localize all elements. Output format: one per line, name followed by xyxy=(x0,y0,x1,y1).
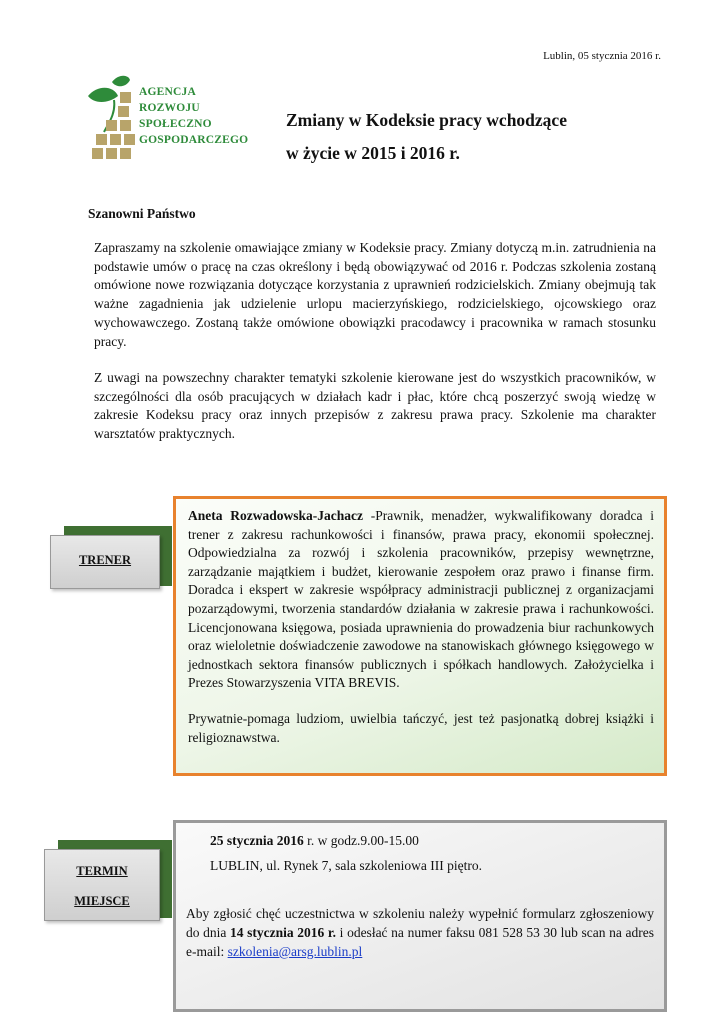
trainer-bio-text: -Prawnik, menadżer, wykwalifikowany doradca i trener z zakresu rachunkowości i finansów, prawa pracy, ekonomii społecznej. Odpowiedzialna za rozwój i szkolenia pracowników, przepisy wewnętrzne, zarządzanie majątkiem i budżet, kierowanie zespołem oraz prawo i finanse firm. Doradca i ekspert w zakresie współpracy administracji publicznej z organizacjami pozarządowymi, tworzenia standardów działania w zakresie prawa i rachunkowości. Licencjonowana księgowa, posiada uprawnienia do prowadzenia biur rachunkowych oraz wieloletnie doświadczenie zawodowe na stanowiskach głównego księgowego w jednostkach sektora finansów publicznych i spółkach handlowych. Założycielka i Prezes Stowarzyszenia VITA BREVIS. xyxy=(188,508,654,691)
logo-text xyxy=(139,84,248,148)
registration-deadline: 14 stycznia 2016 r. xyxy=(230,925,337,940)
term-tag-label: TERMIN xyxy=(76,864,128,878)
trainer-bio xyxy=(188,507,654,693)
event-date xyxy=(210,831,419,850)
registration-text-1: Aby zgłosić chęć uczestnictwa w szkoleniu należy wypełnić formularz zgłoszeniowy do dnia xyxy=(186,906,654,940)
logo-line: AGENCJA xyxy=(139,86,196,98)
term-place-tag xyxy=(44,840,174,922)
event-date-rest: r. w godz.9.00-15.00 xyxy=(303,833,419,848)
logo-line: SPOŁECZNO xyxy=(139,118,212,130)
place-tag-label: MIEJSCE xyxy=(74,894,130,908)
logo-line: GOSPODARCZEGO xyxy=(139,134,249,146)
document-date: Lublin, 05 stycznia 2016 r. xyxy=(543,50,661,62)
agency-logo xyxy=(84,74,259,166)
event-date-bold: 25 stycznia 2016 xyxy=(210,833,304,848)
registration-info xyxy=(186,904,654,961)
title-line-2: w życie w 2015 i 2016 r. xyxy=(286,143,460,163)
greeting: Szanowni Państwo xyxy=(88,206,196,221)
event-place: LUBLIN, ul. Rynek 7, sala szkoleniowa III piętro. xyxy=(210,858,483,873)
logo-icon xyxy=(84,74,144,166)
audience-paragraph: Z uwagi na powszechny charakter tematyki szkolenie kierowane jest do wszystkich pracowników, w szczególności dla osób pracujących w działach kadr i płac, które chcą poszerzyć swoją wiedzę w zakresie Kodeksu pracy oraz innych przepisów z zakresu prawa pracy. Szkolenie ma charakter warsztatów praktycznych. xyxy=(94,370,656,442)
intro-paragraph: Zapraszamy na szkolenie omawiające zmiany w Kodeksie pracy. Zmiany dotyczą m.in. zatrudnienia na podstawie umów o pracę na czas określony i będą obowiązywać od 2016 r. Podczas szkolenia zostaną omówione nowe rozwiązania dotyczące korzystania z uprawnień rodzicielskich. Zmiany obejmują tak ważne zagadnienia jak udzielenie urlopu macierzyńskiego, rodzicielskiego, ojcowskiego oraz wychowawczego. Zostaną także omówione obowiązki pracodawcy i pracownika w ramach stosunku pracy. xyxy=(94,240,656,349)
logo-line: ROZWOJU xyxy=(139,102,200,114)
trainer-private: Prywatnie-pomaga ludziom, uwielbia tańczyć, jest też pasjonatką dobrej książki i religioznawstwa. xyxy=(188,710,654,745)
term-box xyxy=(173,820,667,1012)
trainer-box xyxy=(173,496,667,776)
trainer-tag xyxy=(50,526,174,590)
email-link[interactable]: szkolenia@arsg.lublin.pl xyxy=(227,944,363,959)
trainer-name: Aneta Rozwadowska-Jachacz xyxy=(188,508,364,523)
registration-text-2: i odesłać na numer faksu 081 528 53 30 lub scan na adres e-mail: xyxy=(186,925,654,959)
trainer-tag-label: TRENER xyxy=(78,553,132,567)
title-line-1: Zmiany w Kodeksie pracy wchodzące xyxy=(286,110,567,130)
document-title xyxy=(286,104,567,170)
